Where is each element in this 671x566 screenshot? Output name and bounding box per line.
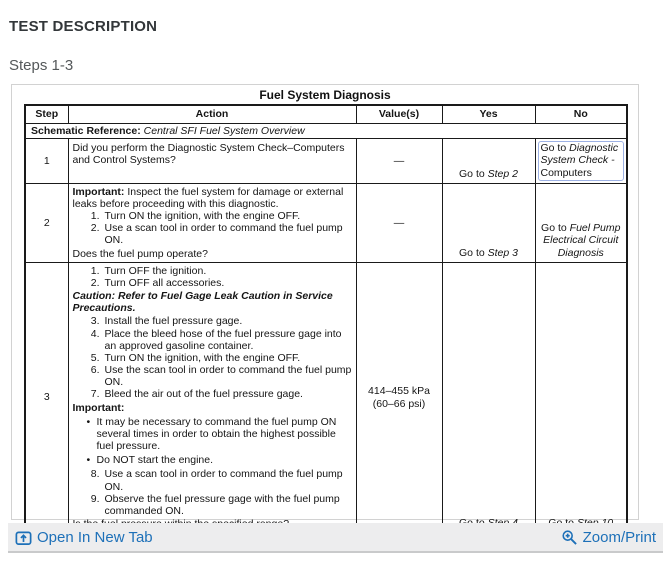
table-row <box>25 139 627 184</box>
col-header-yes: Yes <box>442 105 535 124</box>
list-item: 4. Place the bleed hose of the fuel pressure gage into an approved gasoline container. <box>90 327 342 352</box>
no-cell <box>535 139 627 184</box>
table-header-row <box>25 105 627 124</box>
action-question: Does the fuel pump operate? <box>72 247 208 260</box>
list-item: 9. Observe the fuel pressure gage with the fuel pump commanded ON. <box>90 492 340 517</box>
schematic-label: Schematic Reference: <box>31 125 141 137</box>
value-cell: — <box>356 139 442 184</box>
value-line: 414–455 kPa <box>368 385 430 398</box>
value-line: (60–66 psi) <box>372 397 426 410</box>
step-cell: 1 <box>25 139 68 184</box>
go-to-text: Go to <box>459 167 488 180</box>
col-header-step: Step <box>25 105 68 124</box>
schematic-value: Central SFI Fuel System Overview <box>143 125 305 137</box>
col-header-no: No <box>535 105 627 124</box>
open-in-new-tab-button[interactable] <box>15 529 153 546</box>
caution-note: Caution: Refer to Fuel Gage Leak Caution in Service Precautions. <box>72 290 333 315</box>
go-to-link[interactable] <box>538 141 625 181</box>
action-question: Did you perform the Diagnostic System Check–Computers and Control Systems? <box>72 142 345 167</box>
step-cell: 2 <box>25 183 68 262</box>
table-row <box>25 262 627 533</box>
schematic-reference-row <box>25 124 627 139</box>
col-header-values: Value(s) <box>356 105 442 124</box>
step-cell: 3 <box>25 262 68 533</box>
go-to-text: Go to <box>540 142 570 155</box>
bullet-icon: • <box>86 454 91 467</box>
list-item: 5. Turn ON the ignition, with the engine OFF. <box>90 351 301 364</box>
viewer-toolbar <box>8 523 663 553</box>
list-item: 7. Bleed the air out of the fuel pressure gage. <box>90 388 303 401</box>
bullet-icon: • <box>86 415 91 428</box>
action-cell <box>68 183 356 262</box>
yes-cell <box>442 183 535 262</box>
action-cell <box>68 139 356 184</box>
list-item: 2. Use a scan tool in order to command the fuel pump ON. <box>90 222 343 247</box>
action-cell <box>68 262 356 533</box>
list-item: 1. Turn ON the ignition, with the engine OFF. <box>90 210 301 223</box>
list-item: 3. Install the fuel pressure gage. <box>90 315 243 328</box>
important-text: Inspect the fuel system for damage or external leaks before proceeding with this diagnostic. <box>72 185 344 210</box>
page-title: TEST DESCRIPTION <box>9 18 158 35</box>
document-viewer <box>11 84 639 520</box>
table-row <box>25 183 627 262</box>
list-item: 8. Use a scan tool in order to command the fuel pump ON. <box>90 468 343 493</box>
list-item: 6. Use the scan tool in order to command the fuel pump ON. <box>90 364 352 389</box>
zoom-print-label: Zoom/Print <box>582 528 656 546</box>
doc-ref: Fuel Pump Electrical Circuit Diagnosis <box>543 222 621 259</box>
go-to-text: Go to <box>541 222 570 235</box>
step-ref: Step 3 <box>487 246 518 259</box>
important-label: Important: <box>72 401 125 414</box>
no-cell <box>535 183 627 262</box>
go-to-text: Go to <box>459 246 488 259</box>
zoom-print-button[interactable] <box>561 529 656 546</box>
list-item: 2. Turn OFF all accessories. <box>90 276 225 289</box>
yes-cell <box>442 262 535 533</box>
step-ref: Step 2 <box>487 167 518 180</box>
bullet-item: • It may be necessary to command the fuel pump ON several times in order to obtain the highest possible fuel pressure. <box>86 415 337 453</box>
doc-ref: Diagnostic System Check - <box>540 142 619 167</box>
steps-label: Steps 1-3 <box>9 57 74 74</box>
yes-cell <box>442 139 535 184</box>
value-cell: — <box>356 183 442 262</box>
open-in-new-tab-label: Open In New Tab <box>37 528 153 546</box>
diagnosis-table <box>24 104 628 534</box>
table-title: Fuel System Diagnosis <box>259 88 391 102</box>
open-in-new-tab-icon <box>15 529 32 546</box>
no-cell <box>535 262 627 533</box>
doc-ref-suffix: Computers <box>540 166 592 179</box>
value-cell <box>356 262 442 533</box>
col-header-action: Action <box>68 105 356 124</box>
bullet-item: • Do NOT start the engine. <box>86 454 214 467</box>
important-label: Important: <box>72 185 125 198</box>
magnifier-plus-icon <box>561 529 578 546</box>
important-note <box>73 186 352 210</box>
list-item: 1. Turn OFF the ignition. <box>90 264 207 277</box>
